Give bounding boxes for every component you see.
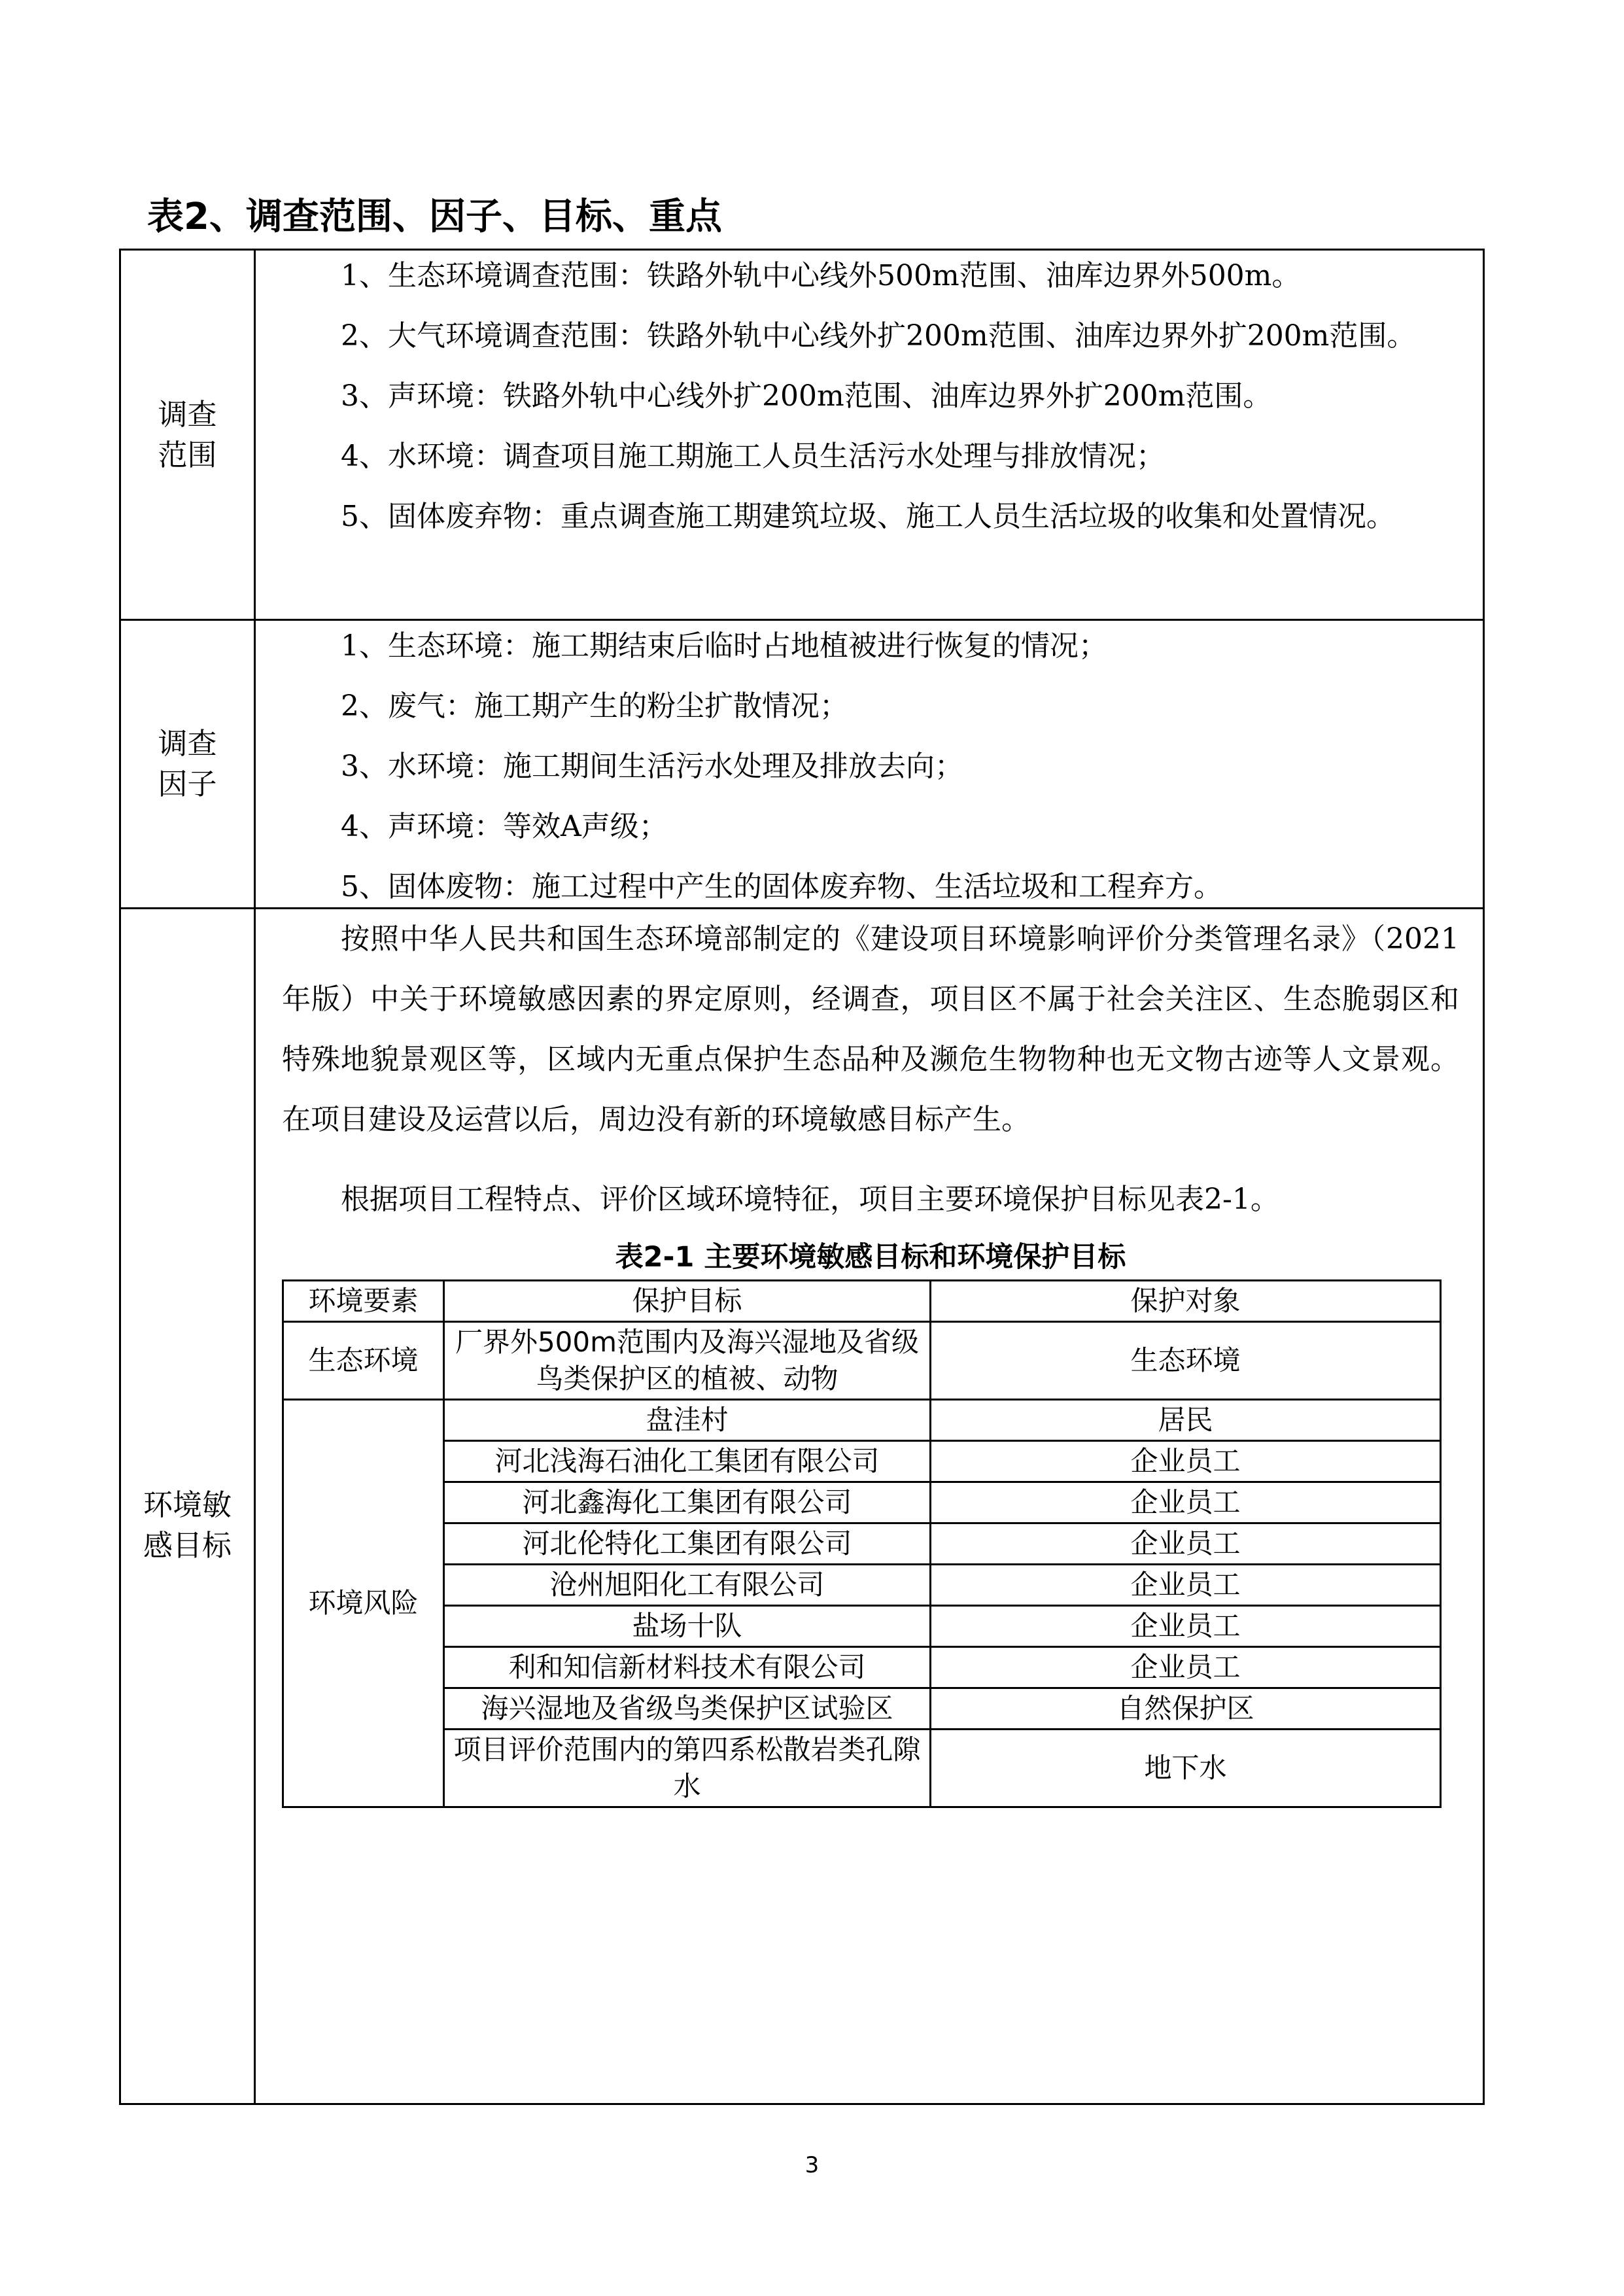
page-number: 3 bbox=[804, 2152, 820, 2178]
table-cell: 地下水 bbox=[931, 1730, 1441, 1807]
table-row bbox=[283, 1400, 1441, 1441]
list-item: 4、声环境：等效A声级； bbox=[341, 810, 668, 843]
targets-label-line2: 感目标 bbox=[143, 1528, 232, 1563]
scope-row bbox=[120, 250, 1484, 620]
scope-label bbox=[120, 250, 255, 620]
header-cell: 保护目标 bbox=[444, 1281, 931, 1322]
table-row bbox=[283, 1322, 1441, 1400]
factors-label bbox=[120, 620, 255, 909]
page-title: 表2、调查范围、因子、目标、重点 bbox=[147, 196, 722, 238]
table-cell: 盐场十队 bbox=[444, 1606, 931, 1647]
table-row bbox=[283, 1441, 1441, 1482]
table-cell: 河北鑫海化工集团有限公司 bbox=[444, 1482, 931, 1523]
table-cell: 厂界外500m范围内及海兴湿地及省级鸟类保护区的植被、动物 bbox=[444, 1322, 931, 1400]
table-cell: 企业员工 bbox=[931, 1606, 1441, 1647]
targets-paragraph-2: 根据项目工程特点、评价区域环境特征，项目主要环境保护目标见表2-1。 bbox=[341, 1183, 1279, 1216]
table-cell: 自然保护区 bbox=[931, 1688, 1441, 1730]
table-cell: 盘洼村 bbox=[444, 1400, 931, 1441]
table-cell: 企业员工 bbox=[931, 1523, 1441, 1565]
scope-content bbox=[255, 250, 1484, 620]
list-item: 2、废气：施工期产生的粉尘扩散情况； bbox=[341, 689, 848, 723]
list-item: 1、生态环境调查范围：铁路外轨中心线外500m范围、油库边界外500m。 bbox=[341, 259, 1301, 292]
scope-label-line2: 范围 bbox=[158, 437, 217, 472]
list-item: 1、生态环境：施工期结束后临时占地植被进行恢复的情况； bbox=[341, 629, 1107, 663]
list-item: 4、水环境：调查项目施工期施工人员生活污水处理与排放情况； bbox=[341, 440, 1165, 473]
table-cell: 企业员工 bbox=[931, 1482, 1441, 1523]
table-cell: 河北浅海石油化工集团有限公司 bbox=[444, 1441, 931, 1482]
table-cell: 环境风险 bbox=[283, 1400, 444, 1807]
table-cell: 生态环境 bbox=[931, 1322, 1441, 1400]
table-row bbox=[283, 1647, 1441, 1688]
factors-content bbox=[255, 620, 1484, 909]
table-row bbox=[283, 1482, 1441, 1523]
sensitive-targets-table bbox=[282, 1279, 1442, 1808]
header-cell: 环境要素 bbox=[283, 1281, 444, 1322]
factors-row bbox=[120, 620, 1484, 909]
header-cell: 保护对象 bbox=[931, 1281, 1441, 1322]
targets-content bbox=[255, 909, 1484, 2104]
table-cell: 海兴湿地及省级鸟类保护区试验区 bbox=[444, 1688, 931, 1730]
survey-table bbox=[119, 249, 1485, 2105]
list-item: 3、水环境：施工期间生活污水处理及排放去向； bbox=[341, 750, 963, 783]
table-cell: 沧州旭阳化工有限公司 bbox=[444, 1565, 931, 1606]
table-cell: 项目评价范围内的第四系松散岩类孔隙水 bbox=[444, 1730, 931, 1807]
table-cell: 企业员工 bbox=[931, 1565, 1441, 1606]
table-row bbox=[283, 1606, 1441, 1647]
table-row bbox=[283, 1565, 1441, 1606]
table-row bbox=[283, 1523, 1441, 1565]
list-item: 5、固体废物：施工过程中产生的固体废弃物、生活垃圾和工程弃方。 bbox=[341, 870, 1222, 903]
targets-label bbox=[120, 909, 255, 2104]
list-item: 2、大气环境调查范围：铁路外轨中心线外扩200m范围、油库边界外扩200m范围。 bbox=[341, 319, 1416, 353]
table-cell: 利和知信新材料技术有限公司 bbox=[444, 1647, 931, 1688]
table-header-row bbox=[283, 1281, 1441, 1322]
table-row bbox=[283, 1688, 1441, 1730]
list-item: 3、声环境：铁路外轨中心线外扩200m范围、油库边界外扩200m范围。 bbox=[341, 379, 1272, 413]
factors-label-line2: 因子 bbox=[158, 767, 217, 801]
table-cell: 生态环境 bbox=[283, 1322, 444, 1400]
scope-label-line1: 调查 bbox=[158, 396, 217, 432]
table-row bbox=[283, 1730, 1441, 1807]
factors-label-line1: 调查 bbox=[158, 726, 217, 761]
table-cell: 企业员工 bbox=[931, 1441, 1441, 1482]
table-cell: 企业员工 bbox=[931, 1647, 1441, 1688]
targets-paragraph-1: 按照中华人民共和国生态环境部制定的《建设项目环境影响评价分类管理名录》（2021年版）中关于环境敏感因素的界定原则，经调查，项目区不属于社会关注区、生态脆弱区和特殊地貌景观区等，区域内无重点保护生态品种及濒危生物物种也无文物古迹等人文景观。在项目建设及运营以后，周边没有新的环境敏感目标产生。 bbox=[282, 922, 1459, 1136]
table-cell: 居民 bbox=[931, 1400, 1441, 1441]
targets-label-line1: 环境敏 bbox=[143, 1487, 232, 1522]
table-caption: 表2-1 主要环境敏感目标和环境保护目标 bbox=[615, 1241, 1126, 1274]
targets-row bbox=[120, 909, 1484, 2104]
table-cell: 河北伦特化工集团有限公司 bbox=[444, 1523, 931, 1565]
list-item: 5、固体废弃物：重点调查施工期建筑垃圾、施工人员生活垃圾的收集和处置情况。 bbox=[341, 500, 1395, 533]
